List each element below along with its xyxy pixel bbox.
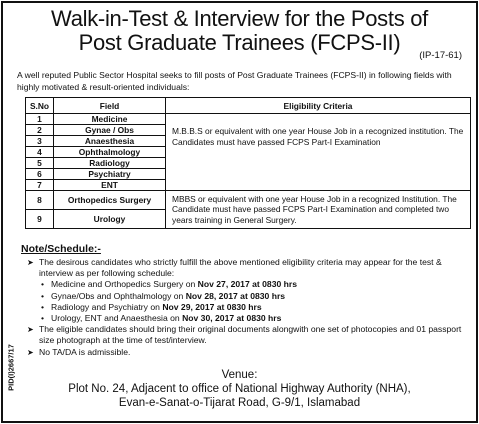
row-field: Urology (54, 210, 166, 229)
row-field: Psychiatry (54, 169, 166, 180)
title-line-2: Post Graduate Trainees (FCPS-II) (78, 30, 401, 55)
criteria-group-1: M.B.B.S or equivalent with one year House Job in a recognized institution. The Candidates must have passed FCPS Part-I Examination (166, 114, 471, 191)
note-item (27, 324, 472, 346)
arrow-icon: ➤ (27, 347, 34, 357)
row-sno: 1 (26, 114, 54, 125)
schedule-item (27, 313, 472, 324)
notes-list (27, 257, 472, 358)
row-field: Orthopedics Surgery (54, 191, 166, 210)
row-sno: 4 (26, 147, 54, 158)
schedule-date: Nov 30, 2017 at 0830 hrs (182, 313, 282, 324)
note-text: The desirous candidates who strictly fulfill the above mentioned eligibility criteria may appear for the test & interview as per following schedule: (39, 257, 442, 279)
schedule-text: Urology, ENT and Anaesthesia on (51, 313, 183, 324)
row-field: Anaesthesia (54, 136, 166, 147)
schedule-text: Gynae/Obs and Ophthalmology on (51, 290, 186, 301)
venue-heading: Venue: (221, 369, 258, 381)
row-sno: 6 (26, 169, 54, 180)
pid-code: PID(I)2667/17 (6, 344, 16, 391)
notes-heading: Note/Schedule:- (21, 243, 101, 255)
row-sno: 9 (26, 210, 54, 229)
schedule-date: Nov 27, 2017 at 0830 hrs (197, 279, 298, 290)
row-field: Medicine (54, 114, 166, 125)
schedule-item (27, 291, 472, 302)
row-sno: 2 (26, 125, 54, 136)
arrow-icon: ➤ (27, 325, 34, 335)
bullet-icon: • (41, 279, 45, 290)
table-row (26, 114, 471, 125)
criteria-group-2: MBBS or equivalent with one year House Job in a recognized Institution. The Candidate must have passed FCPS Part-I Examination and completed two years training in General Surgery. (166, 191, 471, 229)
header-criteria: Eligibility Criteria (166, 98, 471, 114)
reference-code: (IP-17-61) (419, 50, 462, 61)
schedule-date: Nov 28, 2017 at 0830 hrs (185, 290, 286, 301)
table-header-row (26, 98, 471, 114)
row-sno: 8 (26, 191, 54, 210)
header-sno: S.No (26, 98, 54, 114)
bullet-icon: • (41, 301, 45, 312)
schedule-item (27, 302, 472, 313)
title-line-1: Walk-in-Test & Interview for the Posts of (51, 6, 428, 31)
fields-table (25, 97, 471, 229)
bullet-icon: • (41, 290, 45, 301)
note-text: The eligible candidates should bring their original documents alongwith one set of photocopies and 01 passport size photograph at the time of test/interview. (39, 324, 462, 346)
row-field: Radiology (54, 158, 166, 169)
note-text: No TA/DA is admissible. (39, 346, 131, 357)
intro-paragraph: A well reputed Public Sector Hospital seeks to fill posts of Post Graduate Trainees (FCPS-II) in following fields with highly motivated & result-oriented individuals: (17, 70, 452, 92)
note-item (27, 347, 472, 358)
row-sno: 3 (26, 136, 54, 147)
schedule-text: Medicine and Orthopedics Surgery on (51, 279, 198, 290)
schedule-text: Radiology and Psychiatry on (51, 301, 163, 312)
header-field: Field (54, 98, 166, 114)
table-row (26, 191, 471, 210)
note-item (27, 257, 472, 279)
row-sno: 7 (26, 180, 54, 191)
schedule-date: Nov 29, 2017 at 0830 hrs (162, 301, 262, 312)
row-sno: 5 (26, 158, 54, 169)
bullet-icon: • (41, 313, 45, 324)
venue-address-line-2: Evan-e-Sanat-o-Tijarat Road, G-9/1, Islamabad (118, 397, 361, 409)
venue-address-line-1: Plot No. 24, Adjacent to office of National Highway Authority (NHA), (68, 383, 411, 395)
row-field: Ophthalmology (54, 147, 166, 158)
row-field: ENT (54, 180, 166, 191)
schedule-item (27, 279, 472, 290)
arrow-icon: ➤ (27, 258, 34, 267)
job-advertisement (1, 1, 478, 423)
row-field: Gynae / Obs (54, 125, 166, 136)
